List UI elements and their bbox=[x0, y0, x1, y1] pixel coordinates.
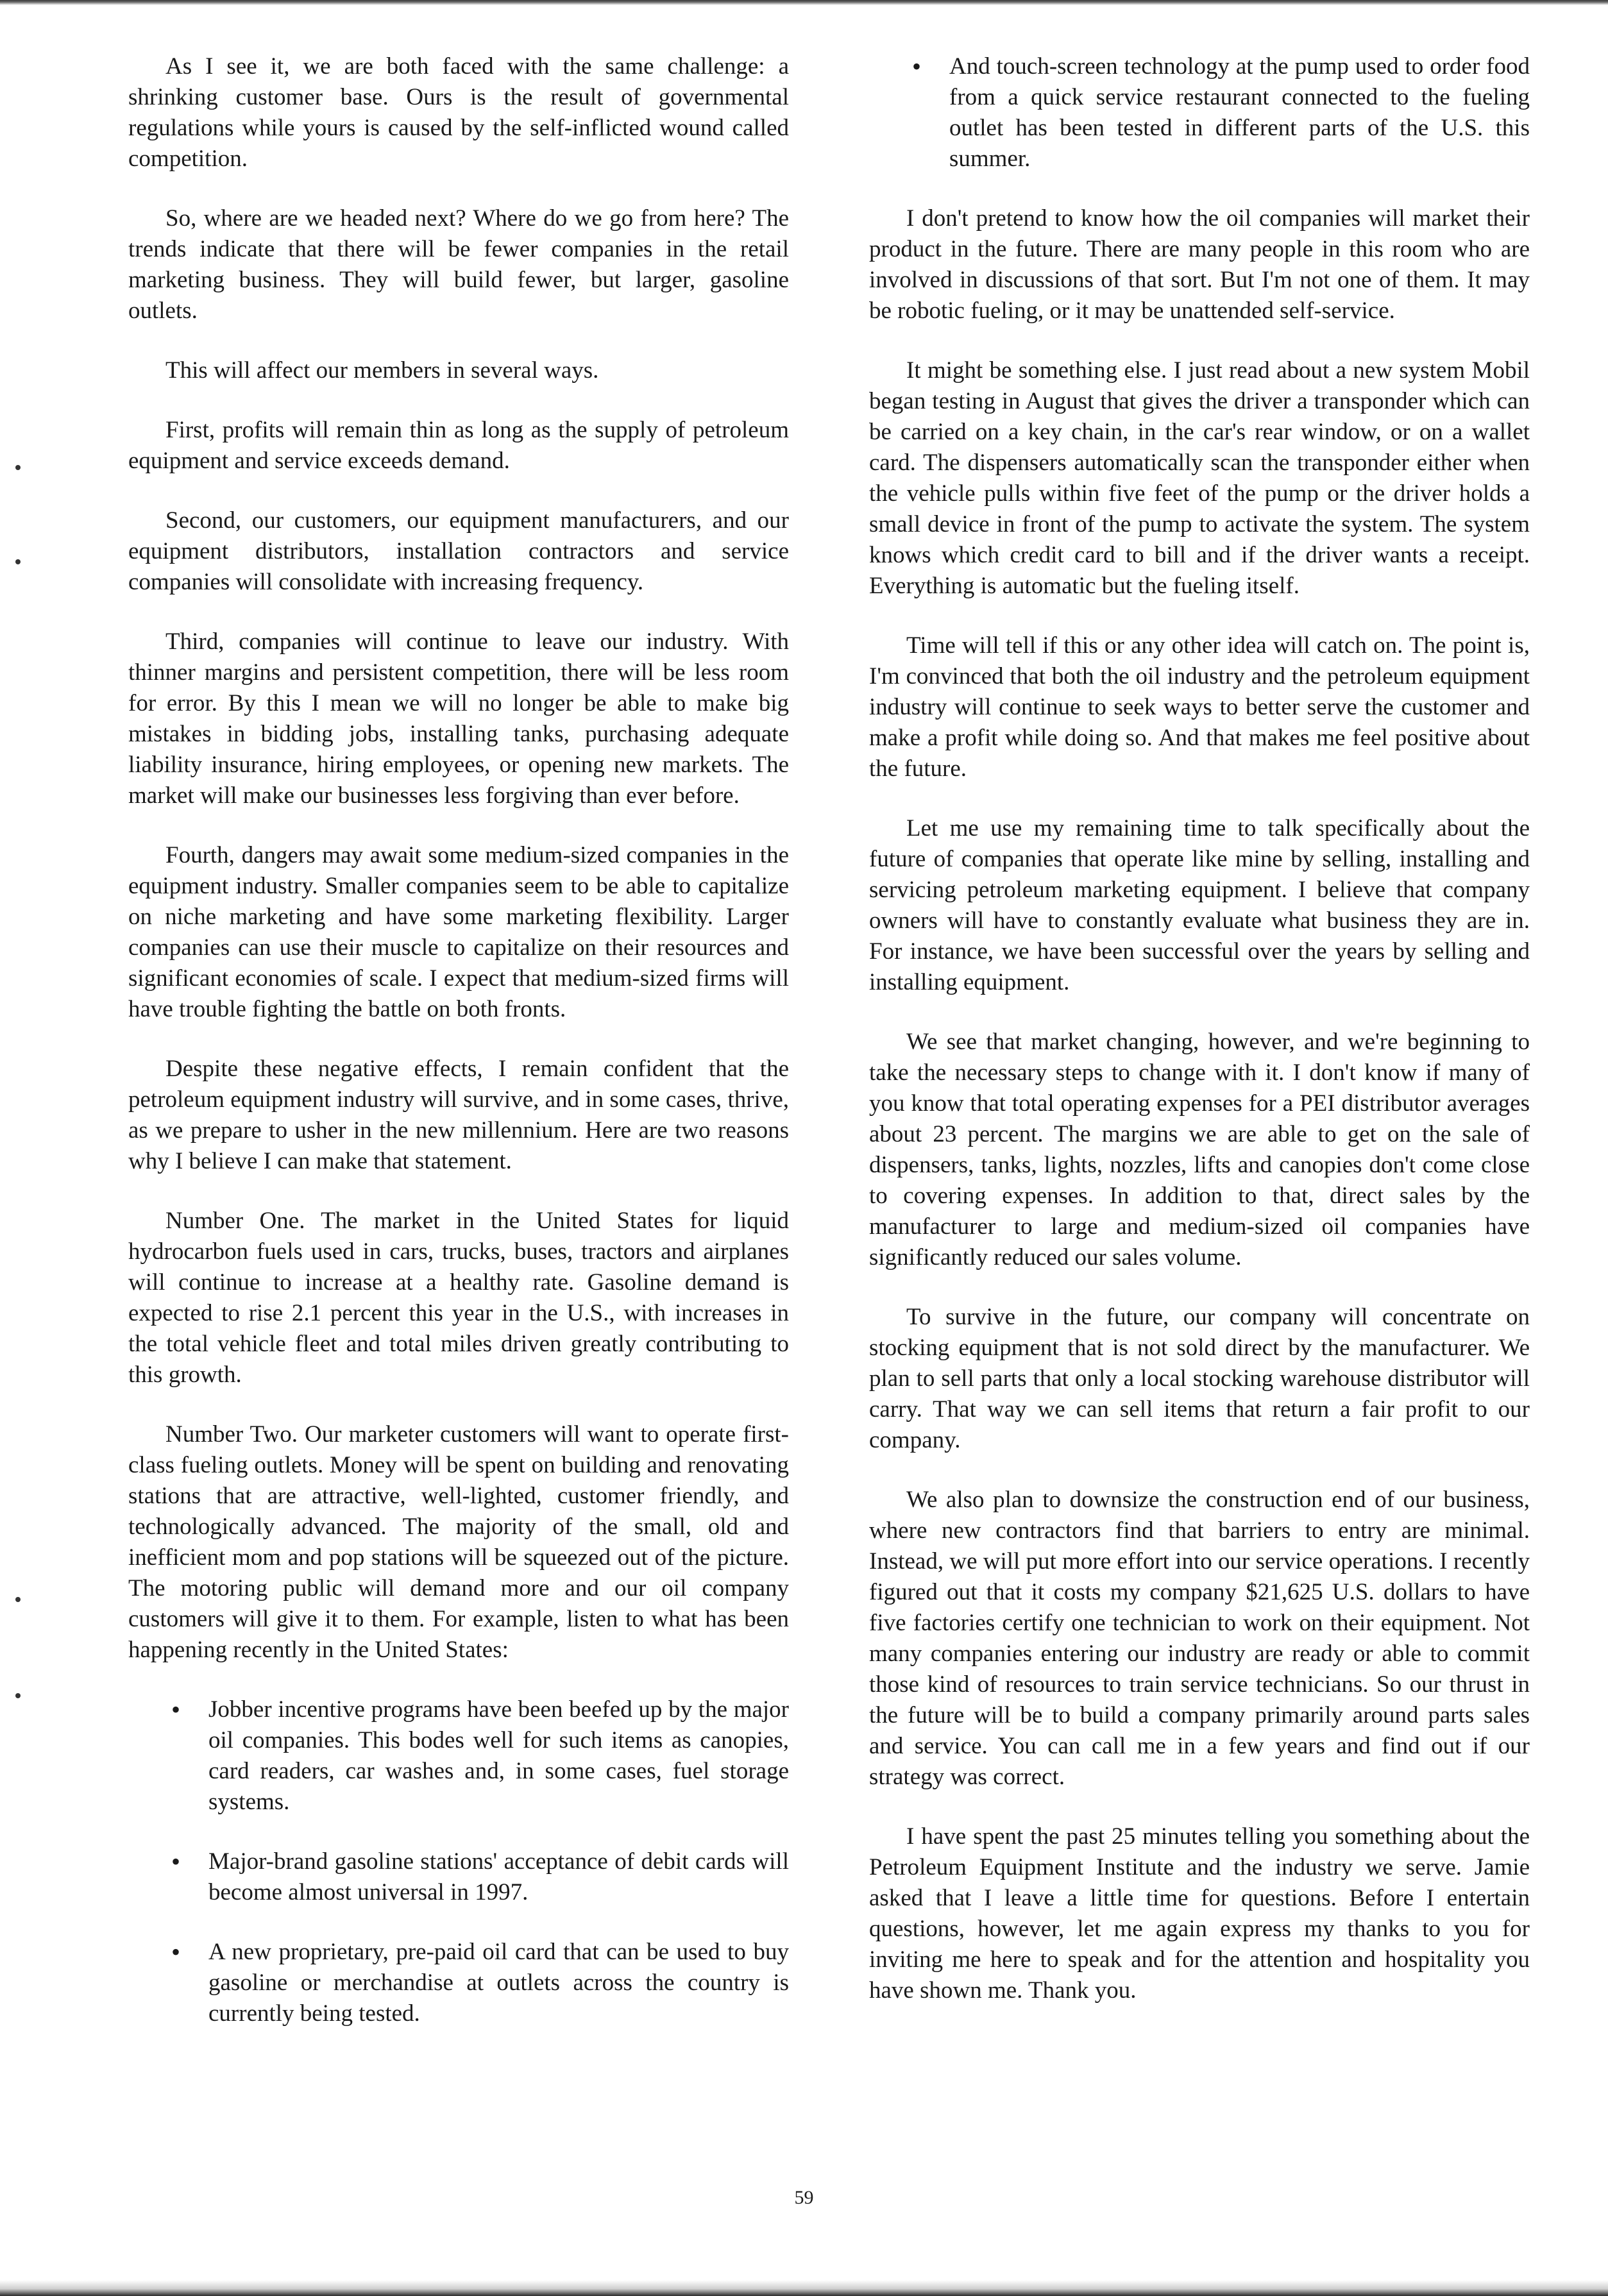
bullet-item: • Major-brand gasoline stations' acceptance of debit cards will become almost universal in 1997. bbox=[208, 1846, 789, 1908]
paragraph: It might be something else. I just read about a new system Mobil began testing in August that gives the driver a transponder which can be carried on a key chain, in the car's rear window, or on a wallet card. The dispensers automatically scan the transponder either when the vehicle pulls within five feet of the pump or the driver holds a small device in front of the pump to activate the system. The system knows which credit card to bill and if the driver wants a receipt. Everything is automatic but the fueling itself. bbox=[869, 357, 1530, 599]
margin-speck bbox=[15, 1693, 21, 1698]
paragraph: I have spent the past 25 minutes telling you something about the Petroleum Equipment Institute and the industry we serve. Jamie asked that I leave a little time for questions. Before I entertain questions, however, let me again express my thanks to you for inviting me here to speak and for the attention and hospitality you have shown me. Thank you. bbox=[869, 1823, 1530, 2004]
paragraph: Number One. The market in the United States for liquid hydrocarbon fuels used in cars, trucks, buses, tractors and airplanes will continue to increase at a healthy rate. Gasoline demand is expected to rise 2.1 percent this year in the U.S., with increases in the total vehicle fleet and total miles driven greatly contributing to this growth. bbox=[128, 1208, 789, 1388]
paragraph: Fourth, dangers may await some medium-sized companies in the equipment industry. Smaller companies seem to be able to capitalize on niche marketing and have some marketing flexibility. Larger companies can use their muscle to capitalize on their resources and significant economies of scale. I expect that medium-sized firms will have trouble fighting the battle on both fronts. bbox=[128, 842, 789, 1022]
page-bottom-edge bbox=[0, 2280, 1608, 2296]
left-column bbox=[128, 51, 789, 2058]
paragraph: To survive in the future, our company will concentrate on stocking equipment that is not sold direct by the manufacturer. We plan to sell parts that only a local stocking warehouse distributor will carry. That way we can sell items that return a fair profit to our company. bbox=[869, 1304, 1530, 1453]
margin-speck bbox=[15, 465, 21, 470]
paragraph: Time will tell if this or any other idea will catch on. The point is, I'm convinced that both the oil industry and the petroleum equipment industry will continue to seek ways to better serve the customer and make a profit while doing so. And that makes me feel positive about the future. bbox=[869, 632, 1530, 782]
paragraph: This will affect our members in several ways. bbox=[165, 357, 599, 384]
page-number: 59 bbox=[794, 2187, 814, 2208]
margin-speck bbox=[15, 1597, 21, 1602]
bullet-list bbox=[869, 51, 1530, 174]
paragraph: We see that market changing, however, and we're beginning to take the necessary steps to change with it. I don't know if many of you know that total operating expenses for a PEI distributor averages about 23 percent. The margins we are able to get on the sale of dispensers, tanks, lights, nozzles, lifts and canopies don't come close to covering expenses. In addition to that, direct sales by the manufacturer to large and medium-sized oil companies have significantly reduced our sales volume. bbox=[869, 1029, 1530, 1270]
paragraph: As I see it, we are both faced with the same challenge: a shrinking customer base. Ours is the result of governmental regulations while yours is caused by the self-inflicted wound called competition. bbox=[128, 53, 789, 172]
paragraph: We also plan to downsize the construction end of our business, where new contractors find that barriers to entry are minimal. Instead, we will put more effort into our service operations. I recently figured out that it costs my company $21,625 U.S. dollars to have five factories certify one technician to work on their equipment. Not many companies entering our industry are ready or able to commit those kind of resources to train service technicians. So our thrust in the future will be to build a company primarily around parts sales and service. You can call me in a few years and find out if our strategy was correct. bbox=[869, 1487, 1530, 1790]
margin-speck bbox=[15, 559, 21, 564]
paragraph: Third, companies will continue to leave our industry. With thinner margins and persistent competition, there will be less room for error. By this I mean we will no longer be able to make big mistakes in bidding jobs, installing tanks, purchasing adequate liability insurance, hiring employees, or opening new markets. The market will make our businesses less forgiving than ever before. bbox=[128, 629, 789, 809]
bullet-list bbox=[128, 1694, 789, 2029]
paragraph: Let me use my remaining time to talk specifically about the future of companies that operate like mine by selling, installing and servicing petroleum marketing equipment. I believe that company owners will have to constantly evaluate what business they are in. For instance, we have been successful over the years by selling and installing equipment. bbox=[869, 815, 1530, 995]
paragraph: Despite these negative effects, I remain confident that the petroleum equipment industry will survive, and in some cases, thrive, as we prepare to usher in the new millennium. Here are two reasons why I believe I can make that statement. bbox=[128, 1056, 789, 1174]
right-column bbox=[869, 51, 1530, 2035]
bullet-item: • A new proprietary, pre-paid oil card that can be used to buy gasoline or merchandise at outlets across the country is currently being tested. bbox=[208, 1937, 789, 2029]
paragraph: I don't pretend to know how the oil companies will market their product in the future. There are many people in this room who are involved in discussions of that sort. But I'm not one of them. It may be robotic fueling, or it may be unattended self-service. bbox=[869, 205, 1530, 324]
bullet-item: • And touch-screen technology at the pump used to order food from a quick service restaurant connected to the fueling outlet has been tested in different parts of the U.S. this summer. bbox=[949, 51, 1530, 174]
page-top-edge bbox=[0, 0, 1608, 5]
paragraph: Number Two. Our marketer customers will want to operate first-class fueling outlets. Money will be spent on building and renovating stations that are attractive, well-lighted, customer friendly, and technologically advanced. The majority of the small, old and inefficient mom and pop stations will be squeezed out of the picture. The motoring public will demand more and our oil company customers will give it to them. For example, listen to what has been happening recently in the United States: bbox=[128, 1421, 789, 1663]
bullet-item: • Jobber incentive programs have been beefed up by the major oil companies. This bodes well for such items as canopies, card readers, car washes and, in some cases, fuel storage systems. bbox=[208, 1694, 789, 1818]
paragraph: So, where are we headed next? Where do we go from here? The trends indicate that there will be fewer companies in the retail marketing business. They will build fewer, but larger, gasoline outlets. bbox=[128, 205, 789, 324]
paragraph: First, profits will remain thin as long as the supply of petroleum equipment and service exceeds demand. bbox=[128, 417, 789, 474]
paragraph: Second, our customers, our equipment manufacturers, and our equipment distributors, installation contractors and service companies will consolidate with increasing frequency. bbox=[128, 507, 789, 595]
